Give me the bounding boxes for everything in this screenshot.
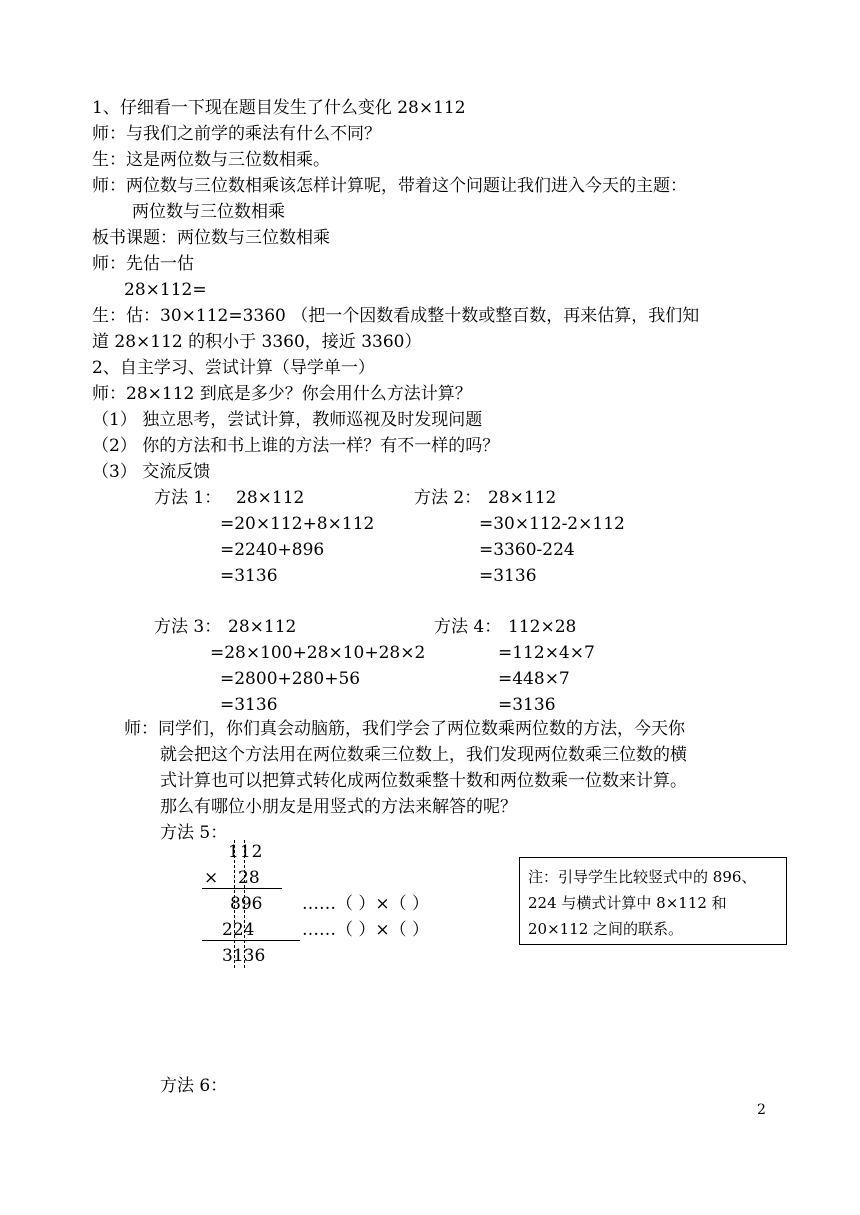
method-1-step-3: =3136 xyxy=(220,566,278,586)
method-4-step-2: =448×7 xyxy=(498,669,570,689)
method-3-step-3: =3136 xyxy=(220,695,278,715)
method-2-step-2: =3360-224 xyxy=(479,540,575,560)
method-4-expr: 112×28 xyxy=(508,617,577,637)
line-10: 道 28×112 的积小于 3360，接近 3360） xyxy=(92,332,422,352)
line-15: （3） 交流反馈 xyxy=(92,462,211,482)
line-5: 两位数与三位数相乘 xyxy=(132,202,285,222)
method-3-label: 方法 3： xyxy=(154,617,222,637)
line-7: 师：先估一估 xyxy=(92,254,194,274)
blank-line-2: ……（ ）×（ ） xyxy=(302,920,430,940)
line-3: 生：这是两位数与三位数相乘。 xyxy=(92,150,330,170)
teacher-line-1: 师：同学们，你们真会动脑筋，我们学会了两位数乘两位数的方法，今天你 xyxy=(124,719,685,739)
method-1-step-2: =2240+896 xyxy=(220,540,325,560)
method-2-step-3: =3136 xyxy=(479,566,537,586)
method-2-expr: 28×112 xyxy=(488,488,557,508)
teacher-line-2: 就会把这个方法用在两位数乘三位数上，我们发现两位数乘三位数的横 xyxy=(160,745,687,765)
method-3-step-2: =2800+280+56 xyxy=(220,669,361,689)
line-14: （2） 你的方法和书上谁的方法一样？有不一样的吗？ xyxy=(92,436,500,456)
line-13: （1） 独立思考，尝试计算，教师巡视及时发现问题 xyxy=(92,410,483,430)
method-2-step-1: =30×112-2×112 xyxy=(479,514,625,534)
product-result: 3136 xyxy=(222,946,266,966)
method-1-step-1: =20×112+8×112 xyxy=(220,514,375,534)
times-sign: × xyxy=(204,868,219,888)
method-6-label: 方法 6： xyxy=(160,1076,228,1096)
method-5-label: 方法 5： xyxy=(160,823,228,843)
line-8: 28×112= xyxy=(124,280,207,300)
method-2-label: 方法 2： xyxy=(414,488,482,508)
line-6: 板书课题：两位数与三位数相乘 xyxy=(92,228,330,248)
line-12: 师：28×112 到底是多少？你会用什么方法计算？ xyxy=(92,384,472,404)
method-3-step-1: =28×100+28×10+28×2 xyxy=(210,643,426,663)
rule-1 xyxy=(202,888,282,889)
method-4-label: 方法 4： xyxy=(434,617,502,637)
page-number: 2 xyxy=(757,1102,766,1118)
multiplier: 28 xyxy=(238,868,260,888)
line-2: 师：与我们之前学的乘法有什么不同？ xyxy=(92,124,381,144)
vertical-multiplication xyxy=(190,840,320,970)
teacher-line-3: 式计算也可以把算式转化成两位数乘整十数和两位数乘一位数来计算。 xyxy=(160,771,687,791)
line-1: 1、仔细看一下现在题目发生了什么变化 28×112 xyxy=(92,98,466,118)
method-4-step-3: =3136 xyxy=(498,695,556,715)
method-4-step-1: =112×4×7 xyxy=(498,643,595,663)
note-box: 注：引导学生比较竖式中的 896、224 与横式计算中 8×112 和 20×112 之间的联系。 xyxy=(519,857,787,945)
method-1-expr: 28×112 xyxy=(236,488,305,508)
method-1-label: 方法 1： xyxy=(154,488,222,508)
line-4: 师：两位数与三位数相乘该怎样计算呢，带着这个问题让我们进入今天的主题： xyxy=(92,176,687,196)
method-3-expr: 28×112 xyxy=(228,617,297,637)
partial-product-2: 224 xyxy=(222,920,255,940)
multiplicand: 112 xyxy=(228,842,264,862)
line-9: 生：估：30×112=3360 （把一个因数看成整十数或整百数，再来估算，我们知 xyxy=(92,306,700,326)
rule-2 xyxy=(202,940,300,941)
partial-product-1: 896 xyxy=(230,894,263,914)
blank-line-1: ……（ ）×（ ） xyxy=(302,894,430,914)
teacher-line-4: 那么有哪位小朋友是用竖式的方法来解答的呢？ xyxy=(160,797,517,817)
line-11: 2、自主学习、尝试计算（导学单一） xyxy=(92,358,375,378)
